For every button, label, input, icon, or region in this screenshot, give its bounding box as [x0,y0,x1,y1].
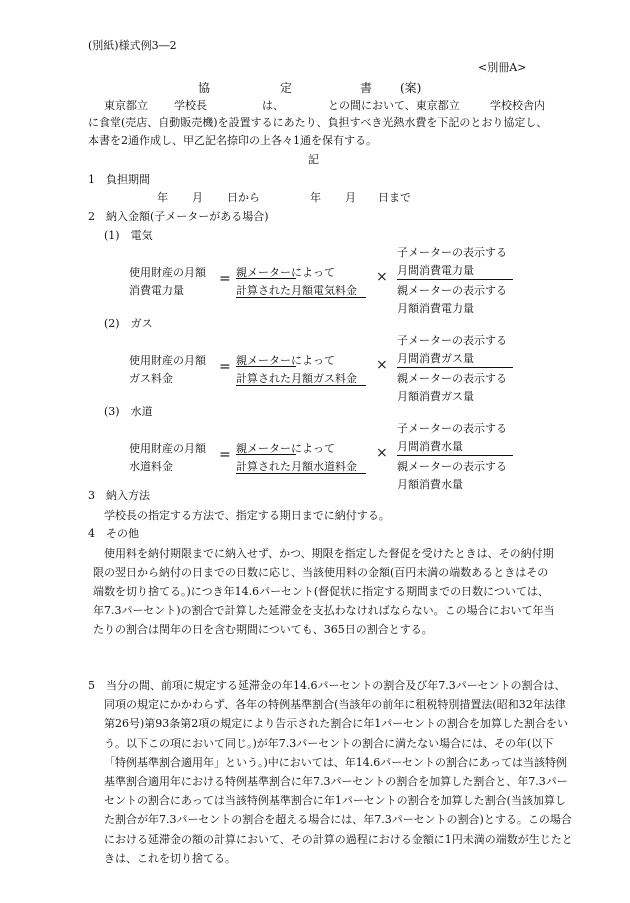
fraction-bar [397,455,513,456]
period-month-from: 月 [192,191,203,204]
formula-label: (3) 水道 [104,405,153,418]
fraction-numerator [397,244,507,280]
fraction-numerator [397,332,507,368]
formula-mid [236,440,357,476]
section3-heading: 3 納入方法 [88,489,150,502]
numerator-line: 月間消費ガス量 [397,352,474,365]
fraction-bar [397,279,513,280]
preamble-body: に食堂(売店、自動販売機)を設置するにあたり、負担すべき光熱水費を下記のとおり協定し、本書を2通作成し、甲乙記名捺印の上各々1通を保有する。 [88,116,548,147]
numerator-line: 子メーターの表示する [397,334,507,347]
equals-sign: = [219,271,231,287]
numerator-line: 子メーターの表示する [397,422,507,435]
denominator-line: 月額消費電力量 [397,302,474,315]
numerator-line: 子メーターの表示する [397,246,507,259]
mid-line: 親メーターによって [236,442,335,455]
fraction-bar [397,367,513,368]
document-title [0,82,630,96]
period-year-to: 年 [310,191,321,204]
preamble-line1 [0,100,630,114]
section5-body: 5 当分の間、前項に規定する延滞金の年14.6パーセントの割合及び年7.3パーセントの割合は、同項の規定にかかわらず、各年の特例基準割合(当該年の前年に租税特別措置法(昭和32年法律第26号)第93条第2項の規定により告示された割合に年1パーセントの割合を加算した割合をいう。以下この項において同じ。)が年7.3パーセントの割合に満たない場合には、その年(以下「特例基準割合適用年」という。)中においては、年14.6パーセントの割合にあっては当該特例基準割合適用年における特例基準割合に年7.3パーセントの割合を加算した割合と、年7.3パーセントの割合にあっては当該特例基準割合に年1パーセントの割合を加算した割合(当該加算した割合が年7.3パーセントの割合を超える場合には、年7.3パーセントの割合)とする。この場合における延滞金の額の計算において、その計算の過程における金額に1円未満の端数が生じたときは、これを切り捨てる。 [88,679,573,865]
formula-mid [236,352,357,388]
lhs-line: 消費電力量 [129,284,184,297]
period-day-from: 日から [227,191,260,204]
preamble-tokyo-1: 東京都立 [104,99,148,112]
times-sign: × [376,269,388,285]
mid-line: 計算された月額ガス料金 [236,372,357,385]
preamble-between: との間において、東京都立 [328,99,460,112]
fraction-numerator [397,420,507,456]
equals-sign: = [219,447,231,463]
denominator-line: 親メーターの表示する [397,284,507,297]
period-day-to: 日まで [378,191,411,204]
times-sign: × [376,357,388,373]
formula-water [0,402,630,492]
formula-label: (1) 電気 [104,229,153,242]
title-char-3: 書 [360,81,373,95]
volume-label: <別冊A> [478,61,527,74]
lhs-line: 水道料金 [129,460,173,473]
section4-body: 使用料を納付期限までに納入せず、かつ、期限を指定した督促を受けたときは、その納付期限の翌日から納付の日までの日数に応じ、当該使用料の金額(百円未満の端数あるときはその端数を切り捨てる。)につき年14.6パーセント(督促状に指定する期間までの日数については、年7.3パーセント)の割合で計算した延滞金を支払わなければならない。この場合において年当たりの割合は閏年の日を含む期間についても、365日の割合とする。 [93,547,555,636]
mid-line: 親メーターによって [236,266,335,279]
section1-heading: 1 負担期間 [88,173,150,186]
denominator-line: 月額消費水量 [397,478,463,491]
formula-lhs [129,352,206,388]
preamble-principal: 学校長 [174,99,207,112]
numerator-line: 月間消費電力量 [397,264,474,277]
title-char-1: 協 [198,81,211,95]
title-char-2: 定 [280,81,293,95]
ki-label: 記 [308,153,319,166]
underline [236,366,296,367]
lhs-line: 使用財産の月額 [129,266,206,279]
lhs-line: 使用財産の月額 [129,354,206,367]
period-row [0,192,630,206]
period-month-to: 月 [345,191,356,204]
underline [236,297,366,298]
denominator-line: 親メーターの表示する [397,372,507,385]
mid-line: 計算された月額電気料金 [236,284,357,297]
section4-heading: 4 その他 [88,527,139,540]
mid-line: 親メーターによって [236,354,335,367]
formula-lhs [129,440,206,476]
underline [236,454,296,455]
underline [236,473,366,474]
formula-label: (2) ガス [104,317,153,330]
preamble-wa: は、 [262,99,284,112]
formula-lhs [129,264,206,300]
equals-sign: = [219,359,231,375]
section2-heading: 2 納入金額(子メーターがある場合) [88,210,269,223]
section3-body: 学校長の指定する方法で、指定する期日までに納付する。 [104,509,390,522]
fraction-denominator [397,370,507,406]
lhs-line: 使用財産の月額 [129,442,206,455]
fraction-denominator [397,458,507,494]
title-draft: (案) [400,81,422,95]
numerator-line: 月間消費水量 [397,440,463,453]
underline [236,278,296,279]
times-sign: × [376,445,388,461]
denominator-line: 月額消費ガス量 [397,390,474,403]
mid-line: 計算された月額水道料金 [236,460,357,473]
period-year-from: 年 [157,191,168,204]
denominator-line: 親メーターの表示する [397,460,507,473]
formula-electricity [0,226,630,316]
lhs-line: ガス料金 [129,372,173,385]
form-label: (別紙)様式例3―2 [88,39,177,52]
underline [236,385,366,386]
preamble-school: 学校校舎内 [490,99,545,112]
fraction-denominator [397,282,507,318]
formula-gas [0,314,630,404]
formula-mid [236,264,357,300]
